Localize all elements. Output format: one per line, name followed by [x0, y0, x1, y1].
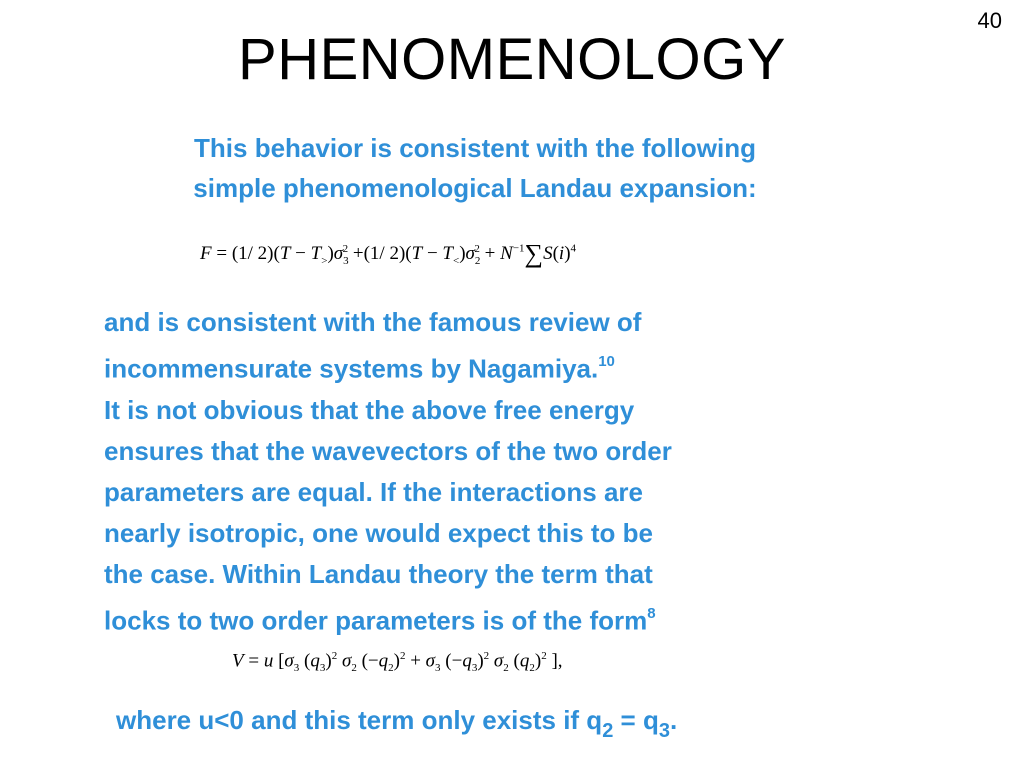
body-line-6: nearly isotropic, one would expect this to be: [104, 517, 653, 548]
intro-line-1: This behavior is consistent with the following: [194, 133, 756, 163]
body-line-7: the case. Within Landau theory the term that: [104, 558, 653, 589]
intro-paragraph: [0, 128, 950, 208]
final-note: [116, 700, 677, 749]
body-line-2: [104, 343, 884, 390]
final-note-sub-b: 3: [658, 720, 670, 743]
slide-number: 40: [977, 8, 1002, 33]
slide-title: PHENOMENOLOGY: [238, 27, 786, 92]
final-note-sub-a: 2: [602, 720, 614, 743]
reference-8: 8: [647, 604, 656, 622]
intro-line-2: simple phenomenological Landau expansion:: [193, 173, 757, 203]
free-energy-equation: F = (1/ $2)(T - T_>)\sigma_3^2 +(1/$ $2)(T - T_<)\sigma_2^2 + N^{-1}\sum S(i)^4$: [200, 239, 577, 268]
final-note-text: where u<0 and this term only exists if q: [116, 705, 603, 735]
body-line-8-text: locks to two order parameters is of the form: [104, 605, 648, 636]
body-line-3: It is not obvious that the above free energy: [104, 394, 635, 425]
body-line-2-text: incommensurate systems by Nagamiya.: [104, 353, 599, 384]
reference-10: 10: [598, 353, 615, 370]
final-note-middle: = q: [613, 705, 659, 735]
body-line-1: and is consistent with the famous review of: [104, 307, 642, 337]
body-line-8: [104, 595, 884, 642]
body-line-5: parameters are equal. If the interactions are: [104, 476, 643, 507]
coupling-equation: V = u [$\sigma_3$ $(q_3)^2$ $\sigma_2$ $(-q_2)^2 + \sigma_3$ $(-q_3)^2$ $\sigma_2$ $(q_2)^2$ ],: [232, 650, 563, 675]
body-paragraph: [104, 302, 884, 641]
final-note-end: .: [669, 705, 678, 735]
body-line-4: ensures that the wavevectors of the two order: [104, 435, 672, 466]
